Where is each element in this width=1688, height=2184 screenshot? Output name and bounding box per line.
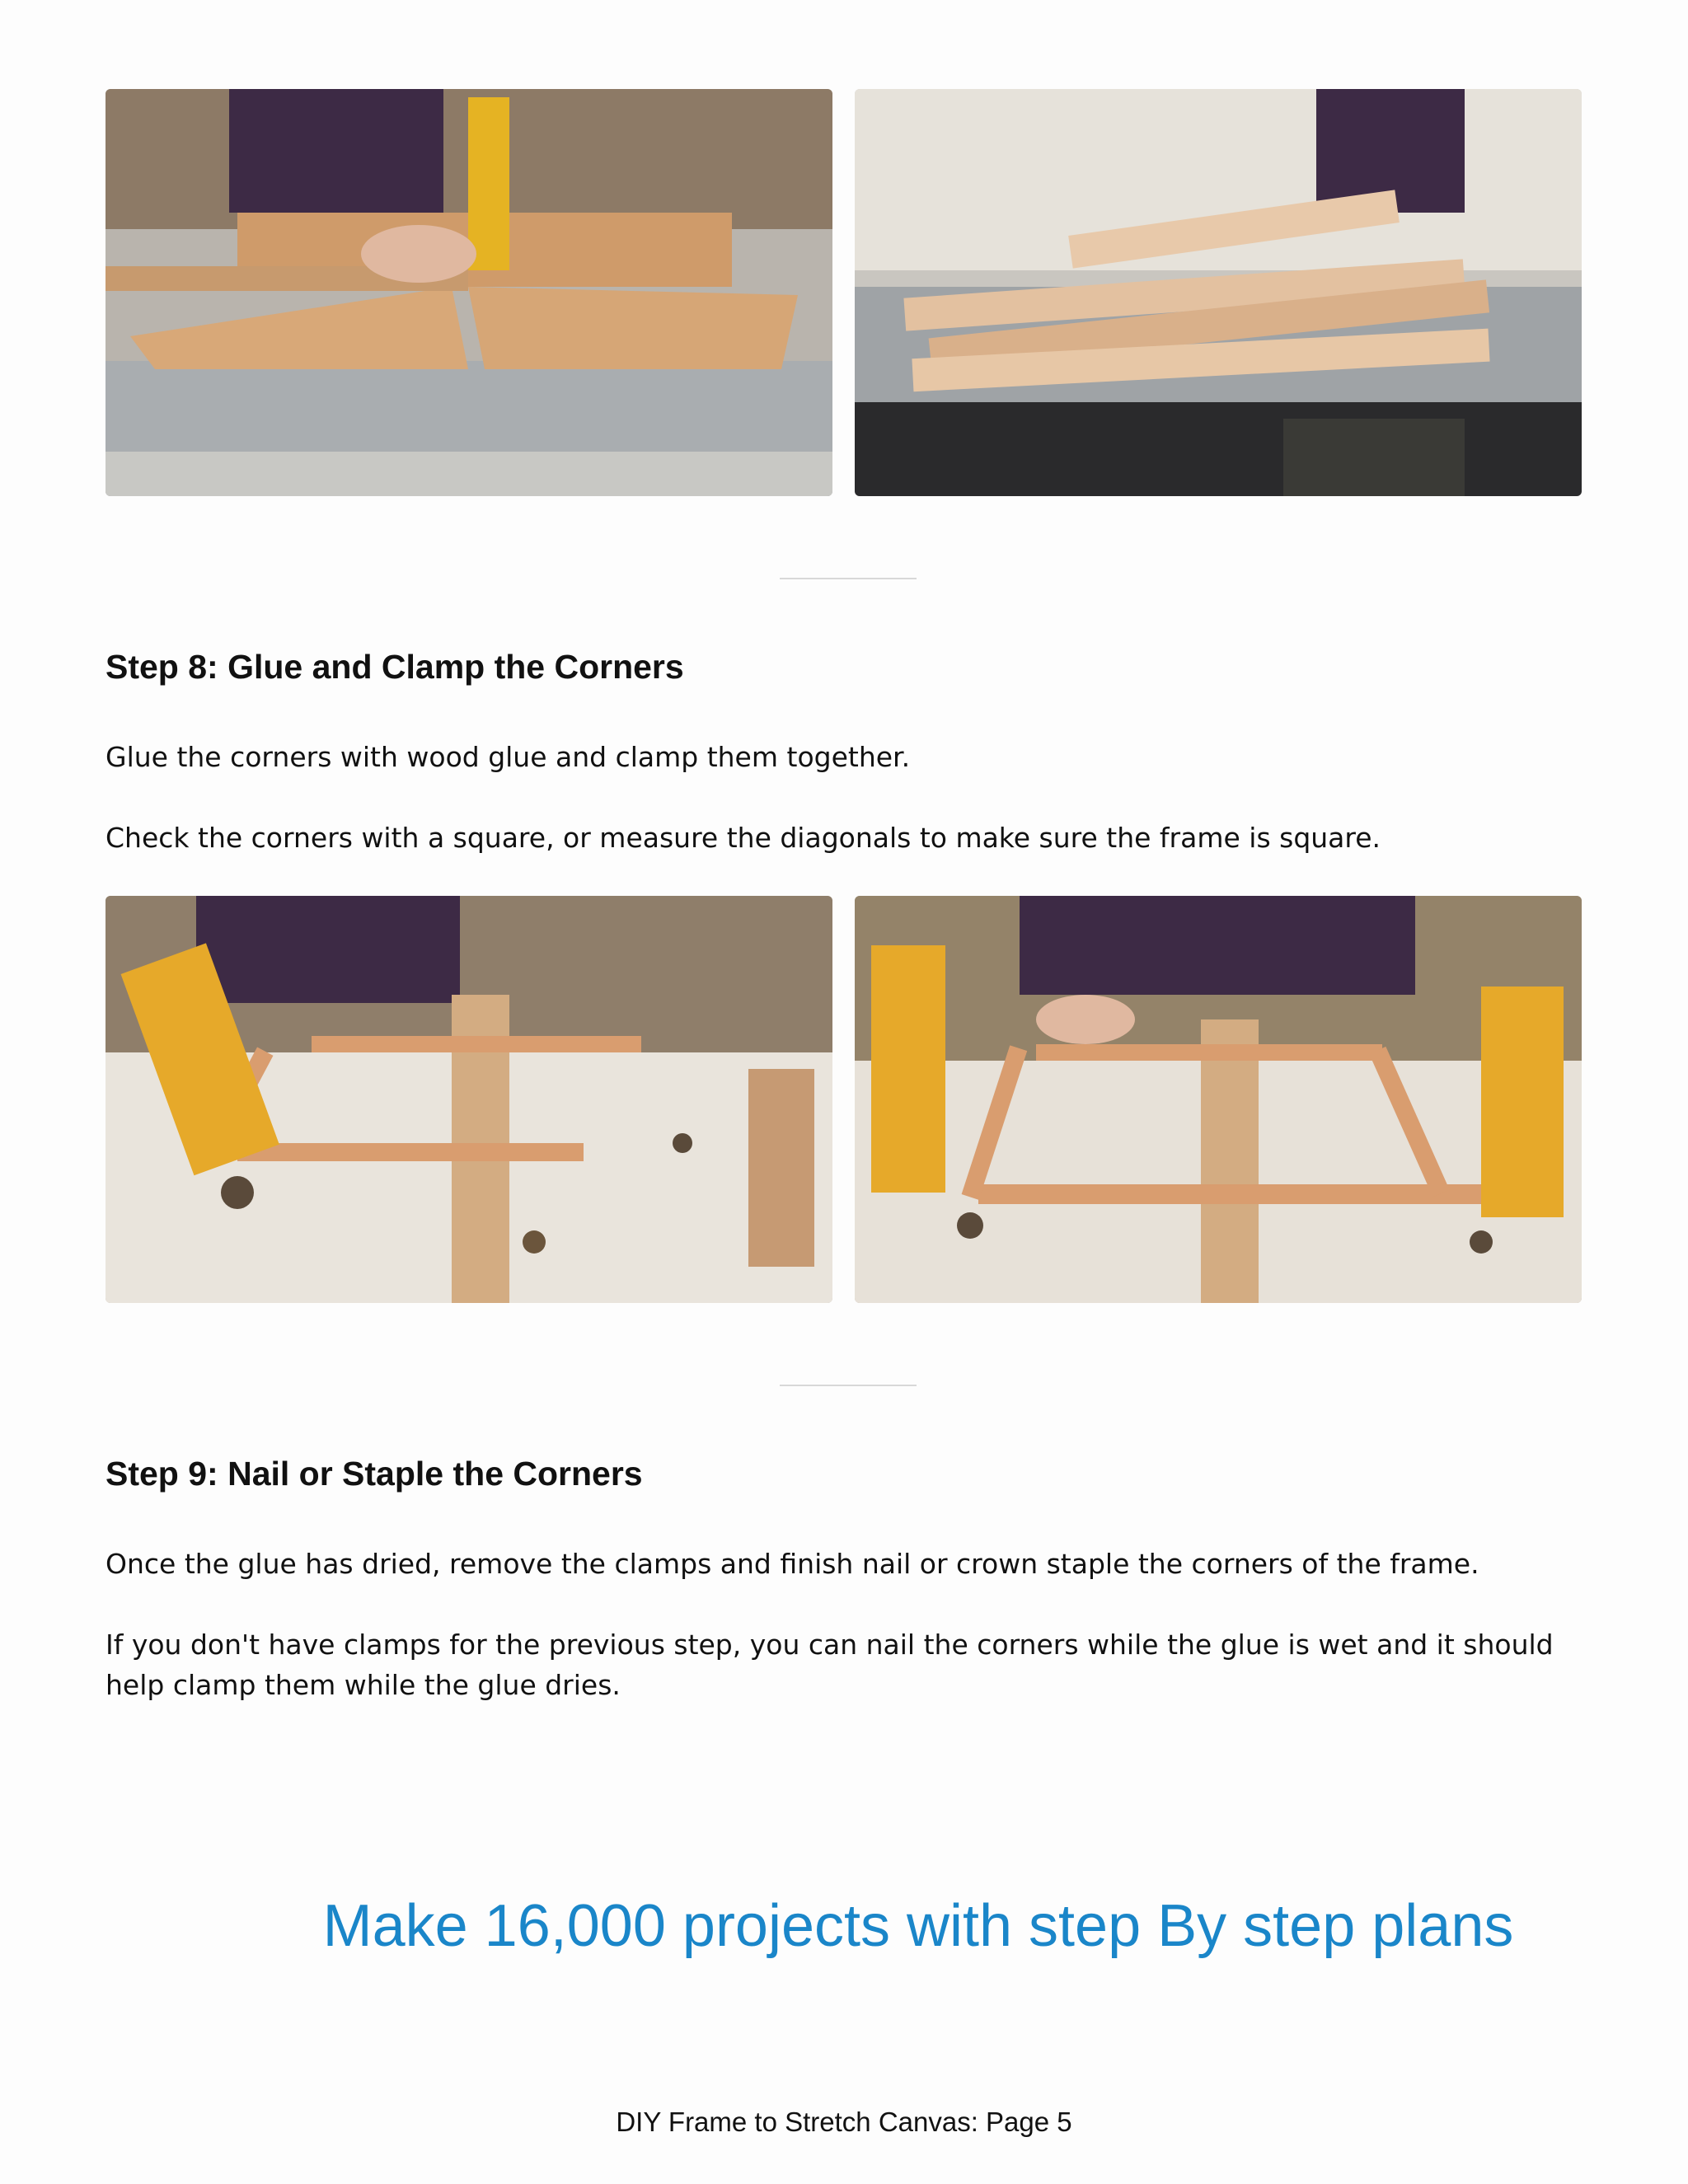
step-8-title: Step 8: Glue and Clamp the Corners [106, 648, 684, 686]
photo-cut-wood-pieces [855, 89, 1582, 496]
section-divider [780, 578, 917, 579]
promo-link[interactable]: Make 16,000 projects with step By step plans [322, 1893, 1514, 1959]
photo-clamping-frame-left [106, 896, 832, 1303]
step-9-title: Step 9: Nail or Staple the Corners [106, 1455, 643, 1493]
step-9-paragraph-1: Once the glue has dried, remove the clamps and finish nail or crown staple the corners of the frame. [106, 1548, 1479, 1580]
step-8-paragraph-2: Check the corners with a square, or measure the diagonals to make sure the frame is square. [106, 822, 1381, 854]
step-9-paragraph-2: If you don't have clamps for the previous step, you can nail the corners while the glue is wet and it should help clamp them while the glue dries. [106, 1629, 1554, 1701]
step-8-paragraph-1: Glue the corners with wood glue and clamp them together. [106, 741, 911, 773]
page-footer: DIY Frame to Stretch Canvas: Page 5 [616, 2107, 1072, 2137]
photo-table-saw-sled [106, 89, 832, 496]
photo-clamping-frame-right [855, 896, 1582, 1303]
section-divider [780, 1385, 917, 1386]
